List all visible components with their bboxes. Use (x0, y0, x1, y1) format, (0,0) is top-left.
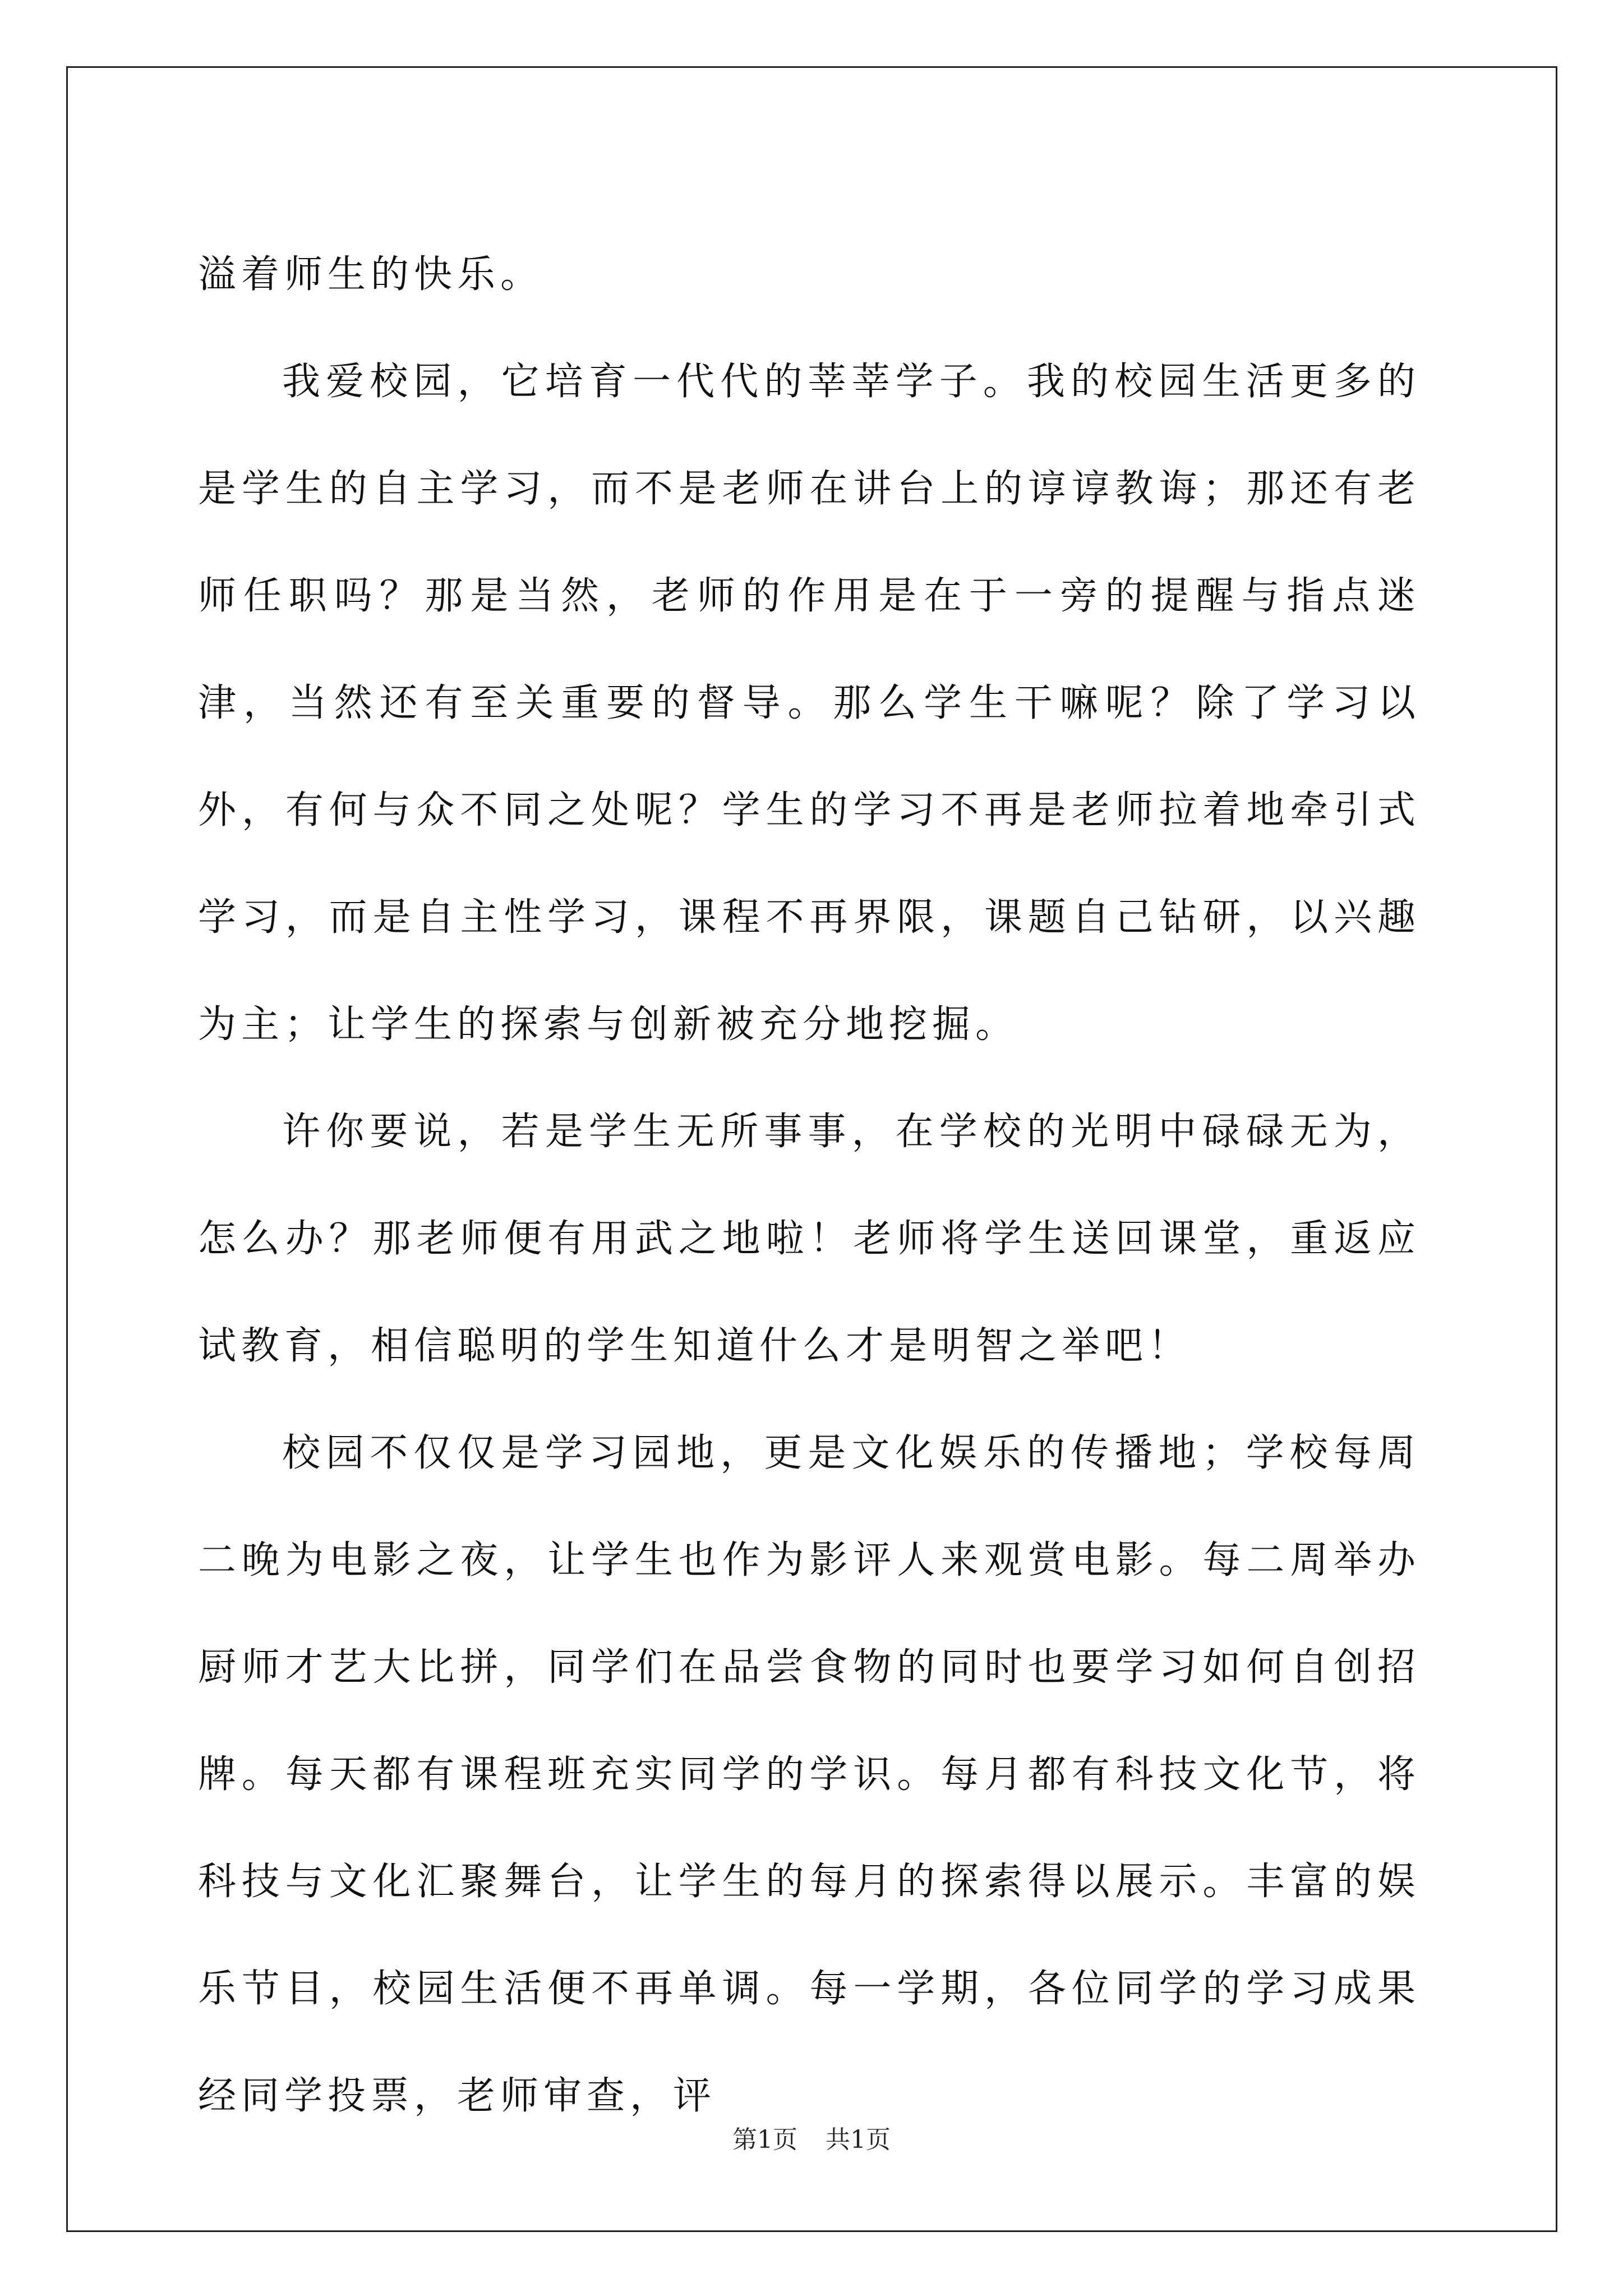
paragraph-1: 溢着师生的快乐。 (198, 252, 544, 297)
paragraph-2: 我爱校园，它培育一代代的莘莘学子。我的校园生活更多的是学生的自主学习，而不是老师在讲台上的谆谆教诲；那还有老师任职吗？那是当然，老师的作用是在于一旁的提醒与指点迷津，当然还有至关重要的督导。那么学生干嘛呢？除了学习以外，有何与众不同之处呢？学生的学习不再是老师拉着地牵引式学习，而是自主性学习，课程不再界限，课题自己钻研，以兴趣为主；让学生的探索与创新被充分地挖掘。 (198, 360, 1421, 1047)
page-footer (0, 2123, 1623, 2157)
paragraph-4: 校园不仅仅是学习园地，更是文化娱乐的传播地；学校每周二晚为电影之夜，让学生也作为影评人来观赏电影。每二周举办厨师才艺大比拼，同学们在品尝食物的同时也要学习如何自创招牌。每天都有课程班充实同学的学识。每月都有科技文化节，将科技与文化汇聚舞台，让学生的每月的探索得以展示。丰富的娱乐节目，校园生活便不再单调。每一学期，各位同学的学习成果经同学投票，老师审查，评 (198, 1431, 1421, 2118)
page-number: 第1页 (732, 2125, 797, 2154)
document-body (198, 221, 1421, 2150)
paragraph-3: 许你要说，若是学生无所事事，在学校的光明中碌碌无为，怎么办？那老师便有用武之地啦！老师将学生送回课堂，重返应试教育，相信聪明的学生知道什么才是明智之举吧！ (198, 1110, 1421, 1368)
page-total: 共1页 (826, 2125, 891, 2154)
